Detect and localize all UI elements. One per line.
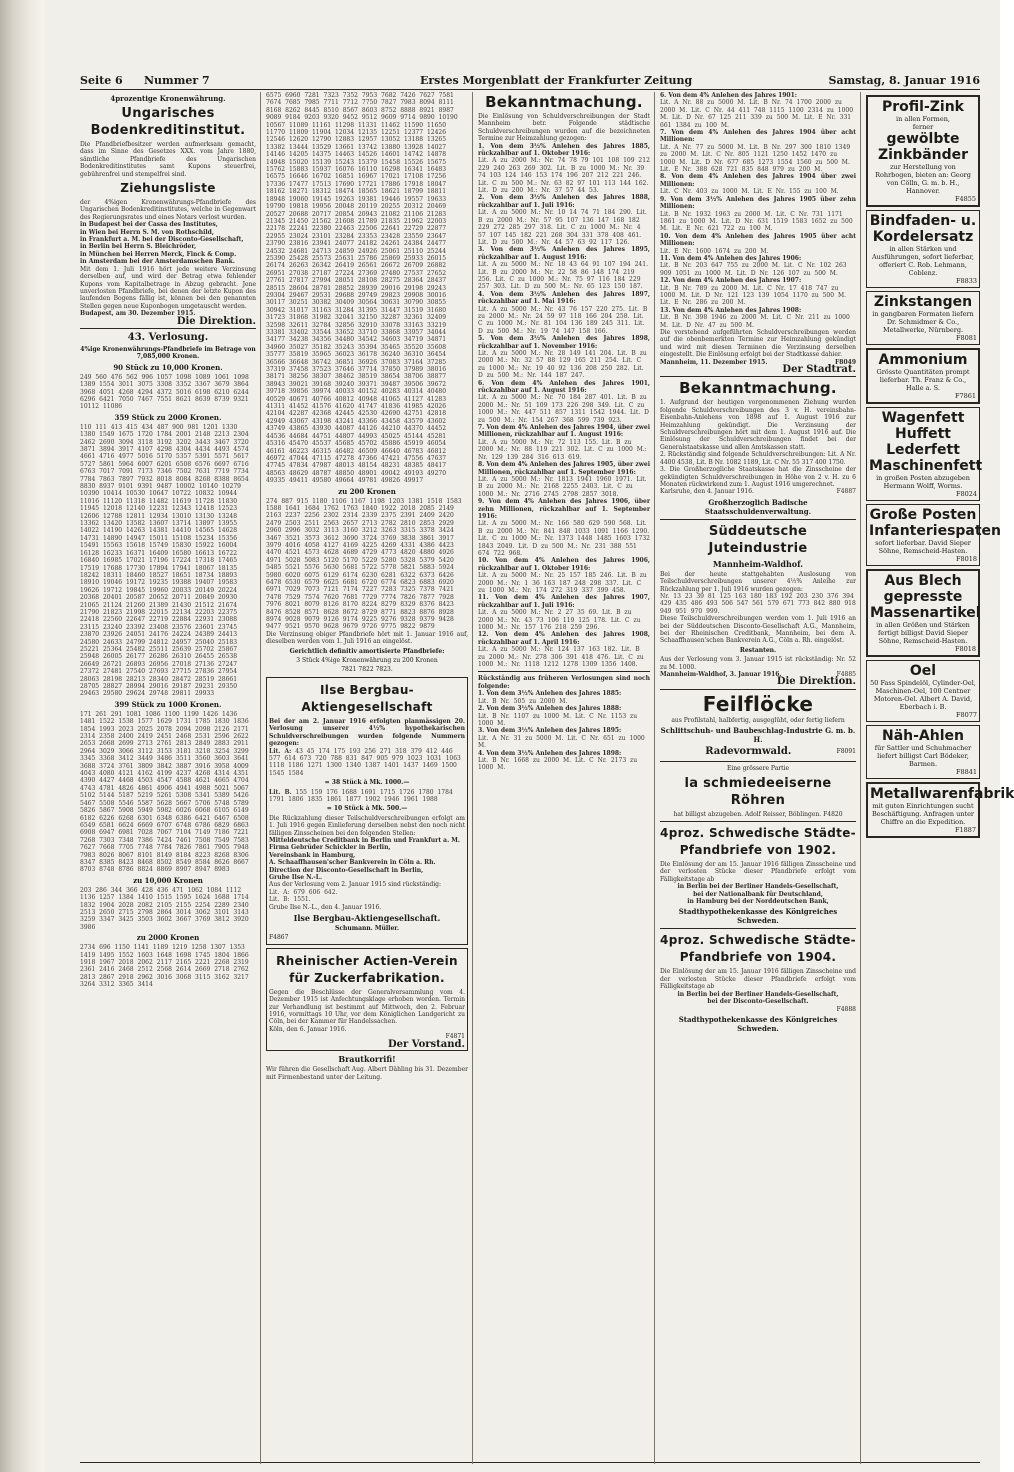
feilstoecke-code: F8091 [836, 748, 856, 756]
ad-body: für Sattler und Schuhmacher liefert billigst Carl Bödeker, Barmen. [874, 744, 972, 768]
ilse-remainder-a: Lit. A: 679 606 642. [269, 888, 338, 896]
dateline: Mannheim, 11. Dezember 1915. [660, 358, 768, 366]
mannheim-title: Bekanntmachung. [485, 93, 643, 111]
bottom-rule [80, 1462, 980, 1463]
jute-title: Süddeutsche Juteindustrie [708, 523, 808, 556]
column-separator [472, 92, 473, 1464]
jute-subtitle: Mannheim-Waldhof. [712, 558, 804, 569]
ad-title: Ammonium [878, 352, 968, 368]
payment-place: in Budapest bei der Cassa des Institutes, [80, 221, 218, 229]
entry-heading: 12. Von dem 4% Anlehen des Jahres 1907: [660, 277, 802, 285]
ad-body: zur Herstellung von Rohrbogen, bieten an: Georg von Cölln, G. m. b. H., Hannover. [875, 163, 971, 195]
section-rule [660, 519, 856, 520]
advertisement [866, 782, 1014, 838]
category-heading: 90 Stück zu 10,000 Kronen. [113, 362, 223, 372]
ilse-bank: A. Schaaffhausen'scher Bankverein in Cöln a. Rh. [269, 859, 436, 867]
jute-remainder-heading: Restanten. [739, 646, 777, 654]
jute-body: Diese Teilschuldverschreibungen werden vom 1. Juli 1916 an bei der Süddeutschen Disconto-Gesellschaft A.G., Mannheim, bei der Rheinischen Creditbank, Mannheim, bei dem A. Schaaffhausen'schen Bankverein A.G., Cöln a. Rh. eingelöst. [660, 615, 856, 645]
ad-title: Wagenfett Huffett Lederfett Maschinenfett [869, 410, 983, 474]
ilse-remainder-b: Lit. B: 1551. [269, 896, 311, 904]
swedish-1902-body: Die Einlösung der am 15. Januar 1916 fälligen Zinsscheine und der verlosten Stücke dieser Pfandbriefe erfolgt vom Fälligkeitstage ab [660, 861, 856, 883]
verlosung-subtitle: 4%ige Kronenwährungs-Pfandbriefe im Betrage von 7,085,000 Kronen. [80, 345, 256, 361]
masthead [80, 74, 980, 88]
ad-body: in allen Größen und Stärken fertigt billigst David Sieper Söhne, Remscheid-Hasten. [876, 621, 970, 645]
ad-code: F8018 [955, 555, 977, 563]
ad-title: Bindfaden- u. Kordelersatz [869, 213, 977, 245]
advertisement [866, 725, 980, 779]
entry-numbers: Lit. A zu 5000 M.: Nr. 10 14 74 71 184 290. Lit. B zu 2000 M.: Nr. 57 95 107 136 147 168 182 229 272 285 297 318. Lit. C zu 1000 M.: Nr. 4 57 107 145 182 221 268 304 331 378 408 461. Lit. D zu 500 M.: Nr. 44 57 63 92 117 126. [478, 209, 647, 246]
ilse-lit-a-numbers: 43 45 174 175 193 256 271 318 379 412 446 577 614 673 720 788 831 847 905 979 1023 1031 1063 1118 1186 1271 1300 1340 1387 1401 1437 1469 1500 1545 1584 [269, 747, 461, 777]
swedish-1902-signature: Stadthypothekenkasse des Königreiches Schweden. [678, 907, 838, 926]
category-heading: 399 Stück zu 1000 Kronen. [114, 699, 222, 709]
rheinischer-date: Köln, den 6. Januar 1916. [269, 1025, 347, 1033]
ilse-body: Bei der am 2. Januar 1916 erfolgten planmässigen 20. Verlosung unserer 4½% hypothekarischen Schuldverschreibungen wurden folgende Nummern gezogen: [269, 717, 465, 748]
remainder-numbers: Lit. B Nr. 1107 zu 1000 M. Lit. C Nr. 1153 zu 1000 M. [478, 712, 638, 727]
baden-body: 2. Rückständig sind folgende Schuldverschreibungen: Lit. A Nr. 4400 4538, Lit. B Nr. 1082 1189, Lit. C Nr. 55 317 400 1750. [660, 451, 856, 466]
jute-numbers: Nr. 13 23 39 81 125 163 180 183 192 203 230 376 394 429 435 486 493 506 547 561 579 671 773 842 880 918 949 951 970 999. [660, 592, 856, 615]
advertisements [866, 95, 1014, 838]
entry-heading: 4. Von dem 3½% Anlehen des Jahres 1897, rückzahlbar auf 1. Mai 1916: [478, 290, 650, 306]
ilse-notice [266, 677, 468, 945]
swedish-1904-code: F4888 [836, 1005, 856, 1013]
number-list: 274 887 915 1180 1106 1167 1198 1203 1381 1518 1583 1588 1641 1684 1762 1763 1840 1922 2018 2085 2149 2163 2237 2256 2302 2314 2339 2375 2391 2409 2420 2479 2503 2511 2563 2657 2713 2782 2810 2853 2929 2960 2996 3032 3113 3160 3212 3263 3315 3378 3424 3467 3521 3573 3612 3690 3724 3769 3838 3861 3917 3979 4016 4058 4127 4169 4225 4269 4331 4386 4423 4470 4521 4573 4628 4689 4729 4773 4820 4880 4926 4971 5028 5083 5120 5170 5229 5280 5328 5379 5420 5485 5521 5576 5630 5681 5722 5778 5821 5883 5924 5980 6020 6075 6129 6174 6230 6281 6322 6373 6426 6478 6530 6579 6625 6681 6720 6774 6823 6883 6920 6971 7029 7073 7121 7174 7227 7283 7325 7378 7421 7478 7529 7574 7620 7681 7729 7774 7826 7877 7928 7976 8021 8079 8126 8170 8224 8279 8329 8376 8423 8476 8528 8571 8628 8672 8729 8771 8823 8876 8928 8974 9028 9079 9126 9174 9225 9276 9328 9379 9428 9477 9521 9570 9628 9679 9726 9775 9822 9879 [266, 497, 462, 631]
ad-code: F8018 [954, 645, 976, 653]
ilse-lit-b-numbers: 155 159 176 1688 1691 1715 1726 1780 1784 1791 1806 1835 1861 1877 1902 1946 1961 1988 [269, 788, 453, 803]
entry-numbers: Lit. B Nr. 203 647 755 zu 2000 M. Lit. C Nr. 102 263 909 1051 zu 1000 M. Lit. D Nr. 126 107 zu 500 M. [660, 262, 847, 277]
signoff: Die Direktion. [176, 315, 256, 327]
swedish-1904-signature: Stadthypothekenkasse des Königreiches Schweden. [678, 1014, 838, 1033]
rheinischer-code: F4871 [445, 1033, 465, 1041]
book-binding [0, 0, 44, 1472]
advertisement [866, 210, 980, 288]
payment-place: in Berlin bei Herrn S. Bleichröder, [80, 243, 197, 251]
dateline: Budapest, am 30. Dezember 1915. [80, 310, 196, 318]
entry-numbers: Lit. A zu 5000 M.: Nr. 124 137 163 182. Lit. B zu 2000 M.: Nr. 278 306 391 418 476. Lit. C zu 1000 M.: Nr. 1118 1212 1278 1309 1356 1408. [478, 646, 644, 669]
article-title: Ungarisches Bodenkreditinstitut. [90, 106, 246, 138]
category-heading: 359 Stück zu 2000 Kronen. [114, 412, 222, 422]
entry-heading: 7. Von dem 4% Anlehen des Jahres 1904, über zwei Millionen, rückzahlbar auf 1. August 1916: [478, 424, 650, 439]
remainder-heading: 2. Von dem 3½% Anlehen des Jahres 1888: [478, 705, 622, 713]
column-2 [266, 92, 468, 1462]
notice-body: Wir führen die Gesellschaft Aug. Albert Dähling bis 31. Dezember mit Firmenbestand unter der Leitung. [266, 1066, 468, 1081]
baden-dateline: Karlsruhe, den 4. Januar 1916. [660, 488, 754, 496]
section-title: Ziehungsliste [120, 181, 216, 196]
column-separator [260, 92, 261, 1464]
category-heading: zu 200 Kronen [338, 486, 396, 496]
entry-numbers: Lit. A zu 5000 M.: Nr. 72 113 155. Lit. B zu 2000 M.: Nr. 88 119 221 302. Lit. C zu 1000 M.: Nr. 129 139 284 316 613 619. [478, 438, 647, 461]
feilstoecke-firm: Schlittschuh- und Baubeschlag-Industrie G. m. b. H. [660, 726, 856, 745]
ad-code: F8024 [955, 490, 977, 498]
category-heading: zu 2000 Kronen [136, 933, 200, 943]
ad-body: Grösste Quantitäten prompt lieferbar. Th. Franz & Co., Halle a. S. [876, 368, 970, 392]
ilse-bank: Firma Gebrüder Schickler in Berlin, [269, 844, 391, 852]
jute-signature: Die Direktion. [776, 676, 856, 688]
baden-signoff: Großherzoglich Badische Staatsschuldenverwaltung. [704, 497, 812, 516]
entry-numbers: Lit. B Nr. 1932 1963 zu 2000 M. Lit. C Nr. 731 1171 1861 zu 1000 M. Lit. D Nr. 631 1519 1583 1652 zu 500 M. Lit. E Nr. 621 722 zu 100 M. [660, 210, 853, 233]
swedish-1902-title: 4proz. Schwedische Städte-Pfandbriefe von 1902. [660, 826, 856, 858]
ad-code: F1887 [954, 826, 976, 834]
ad-subtitle: in allen Formen, [896, 115, 950, 123]
column-1 [80, 92, 256, 1462]
ad-title-2: gewölbte Zinkbänder [877, 131, 969, 163]
advertisement [866, 348, 980, 404]
entry-numbers: Lit. C Nr. 403 zu 1000 M. Lit. E Nr. 155 zu 100 M. [660, 188, 839, 196]
remainder-numbers: Lit. B Nr. 1668 zu 2000 M. Lit. C Nr. 2173 zu 1000 M. [478, 756, 638, 772]
entry-numbers: Lit. A Nr. 77 zu 5000 M. Lit. B Nr. 297 300 1810 1349 zu 2000 M. Lit. C Nr. 805 1121 1250 1452 1470 zu 1000 M. Lit. D Nr. 677 685 1273 1554 1560 zu 500 M. Lit. E Nr. 388 628 721 835 848 979 zu 200 M. [660, 143, 851, 174]
mannheim-remainder-heading: Rückständig aus früheren Verlosungen sind noch folgende: [478, 675, 650, 690]
ad-code: F7861 [954, 392, 976, 400]
entry-heading: 2. Von dem 3½% Anlehen des Jahres 1888, rückzahlbar auf 1. Juli 1916: [478, 194, 650, 209]
mannheim-entries [478, 143, 650, 669]
masthead-rule [80, 89, 980, 90]
remainder-numbers: Lit. B Nr. 505 zu 2000 M. [478, 697, 568, 705]
advertisement [866, 504, 1002, 566]
number-list: 171 261 291 1081 1086 1100 1199 1426 1436 1481 1522 1538 1577 1629 1731 1785 1830 1836 1854 1993 2023 2025 2078 2094 2098 2126 2171 2314 2358 2400 2419 2451 2468 2531 2596 2622 2653 2668 2699 2713 2761 2813 2849 2883 2911 2964 3029 3066 3112 3153 3181 3218 3254 3299 3345 3368 3412 3449 3486 3511 3560 3603 3641 3688 3724 3761 3809 3842 3887 3916 3958 4009 4043 4080 4121 4162 4199 4237 4268 4314 4351 4390 4427 4468 4503 4547 4588 4621 4665 4704 4743 4781 4826 4861 4906 4941 4988 5021 5067 5102 5144 5187 5219 5261 5308 5341 5389 5426 5467 5508 5546 5587 5628 5667 5706 5748 5789 5826 5867 5908 5949 5982 6026 6068 6105 6149 6182 6226 6268 6301 6348 6386 6421 6467 6508 6549 6581 6624 6669 6707 6748 6786 6829 6863 6908 6947 6981 7028 7067 7104 7149 7186 7221 7268 7303 7348 7386 7424 7461 7508 7549 7583 7627 7668 7705 7748 7784 7826 7861 7905 7948 7983 8026 8067 8101 8149 8184 8223 8268 8306 8347 8385 8423 8468 8502 8549 8584 8626 8667 8703 8748 8786 8824 8869 8907 8947 8983 [80, 710, 249, 874]
column-separator [860, 92, 861, 1464]
ilse-signature-names: Schumann. Müller. [335, 925, 399, 933]
number-list: 203 286 344 366 428 436 471 1062 1084 1112 1136 1257 1384 1410 1515 1595 1624 1688 1714 1832 1904 2028 2082 2105 2155 2254 2289 2340 2513 2650 2715 2798 2864 3014 3062 3101 3143 3259 3347 3425 3503 3602 3667 3769 3812 3920 3986 [80, 886, 249, 931]
entry-heading: 9. Von dem 4% Anlehen des Jahres 1906, über zehn Millionen, rückzahlbar auf 1. September 1916: [478, 498, 650, 520]
entry-numbers: Lit. B Nr. 398 1946 zu 2000 M. Lit. C Nr. 211 zu 1000 M. Lit. D Nr. 47 zu 500 M. [660, 314, 850, 329]
ad-body: 50 Fass Spindelöl, Cylinder-Oel, Maschinen-Oel, 100 Centner Motoren-Oel. Albert A. David, Eberbach i. B. [870, 679, 976, 711]
entry-heading: 12. Von dem 4% Anlehen des Jahres 1908, rückzahlbar auf 1. April 1916: [478, 631, 650, 646]
payment-place: in München bei Herren Merck, Finck & Comp. [80, 250, 237, 258]
section-rule [478, 671, 650, 672]
entry-numbers: Lit. A zu 5000 M.: Nr. 1813 1941 1960 1971. Lit. B zu 2000 M.: Nr. 2168 2255 2403. Lit. C zu 1000 M.: Nr. 2716 2745 2798 2857 3018. [478, 475, 647, 498]
number-list: 249 560 476 562 996 1057 1098 1089 1061 1098 1389 1554 3011 3075 3308 3352 3367 3679 3864 3968 4051 4268 4294 4372 5016 6198 6210 6244 6296 6421 7050 7467 7551 8621 8639 8739 9321 10112 11086 [80, 373, 249, 411]
ad-body: in gangbaren Formaten liefern Dr. Schmidmer & Co., Metallwerke, Nürnberg. [872, 310, 974, 334]
ilse-remainder: Aus der Verlosung vom 2. Januar 1915 sind rückständig: [269, 881, 442, 889]
section-rule [80, 328, 256, 329]
advertisement [866, 569, 980, 657]
baden-code: F4887 [836, 488, 856, 496]
rheinischer-body: Gegen die Beschlüsse der Generalversammlung vom 4. Dezember 1915 ist Anfechtungsklage erhoben worden. Termin zur Verhandlung ist bestimmt auf Mittwoch, den 2. Februar 1916, vormittags 10 Uhr, vor dem Königlichen Landgericht zu Cöln, bei der Kammer für Handelssachen. [269, 988, 465, 1026]
rheinischer-signature: Der Vorstand. [387, 1038, 465, 1050]
column-5 [866, 92, 1014, 1462]
ilse-lit-a: Lit. A: [269, 747, 292, 755]
feilstoecke-title: Feilflöcke [702, 691, 814, 716]
column-separator [654, 92, 655, 1464]
ilse-code: F4867 [269, 934, 289, 942]
ilse-lit-a-sum: = 38 Stück à Mk. 1000.— [324, 779, 410, 787]
number-list: 6575 6960 7281 7323 7352 7953 7682 7426 7627 7581 7674 7685 7985 7711 7712 7750 7827 7983 8094 8111 8168 8262 8445 8510 8567 8603 8752 8888 8921 8987 9089 9184 9203 9320 9452 9512 9609 9714 9890 10190 10567 11089 11161 11298 11331 11462 11590 11650 11770 11809 11904 12034 12135 12251 12377 12426 12546 12620 12790 12883 12957 13052 13188 13265 13382 13444 13529 13661 13742 13880 13928 14027 14146 14205 14375 14463 14526 14601 14742 14878 14948 15020 15139 15243 15379 15458 15526 15675 15762 15883 15937 16076 16110 16298 16341 16483 16575 16646 16702 16851 16967 17021 17108 17256 17336 17477 17513 17690 17721 17886 17918 18047 18162 18271 18312 18474 18565 18621 18799 18811 18948 19060 19145 19263 19381 19446 19557 19633 19790 19818 19956 20048 20119 20255 20312 20469 20527 20688 20717 20854 20943 21082 21106 21283 21345 21450 21562 21608 21789 21835 21962 22003 22178 22241 22380 22463 22506 22641 22729 22877 22955 23024 23101 23284 23353 23428 23559 23647 23790 23816 23941 24077 24182 24261 24384 24477 24532 24681 24713 24859 24926 25061 25110 25244 25390 25428 25573 25631 25786 25869 25933 26015 26174 26263 26342 26419 26561 26672 26709 26882 26951 27038 27187 27224 27369 27480 27537 27652 27761 27817 27994 28051 28108 28275 28364 28437 28515 28604 28781 28852 28939 29016 29198 29243 29304 29467 29531 29688 29749 29823 29908 30016 30117 30251 30382 30409 30564 30631 30790 30855 30942 31017 31163 31284 31395 31447 31519 31680 31723 31868 31982 32041 32150 32287 32361 32409 32598 32611 32784 32856 32910 33078 33163 33219 33381 33402 33544 33652 33710 33868 33957 34044 34177 34238 34356 34480 34542 34603 34719 34871 34960 35027 35182 35243 35394 35465 35520 35608 35777 35819 35965 36023 36178 36240 36310 36454 36566 36648 36742 36851 36926 37083 37164 37285 37319 37458 37523 37646 37714 37850 37989 38016 38171 38256 38307 38462 38519 38654 38706 38877 38943 39021 39168 39240 39371 39487 39506 39672 39718 39856 39974 40033 40152 40283 40314 40480 40529 40671 40766 40812 40948 41065 41127 41283 41311 41452 41576 41620 41747 41836 41985 42026 42104 42287 42368 42445 42530 42690 42751 42818 42949 43067 43198 43241 43366 43458 43579 43602 43749 43865 43930 44087 44126 44210 44370 44452 44536 44684 44751 44807 44993 45025 45144 45281 45316 45470 45537 45685 45702 45886 45919 46054 46161 46223 46315 46482 46509 46640 46783 46812 46972 47044 47115 47278 47366 47421 47556 47637 47745 47834 47987 48013 48154 48231 48385 48417 48563 48629 48787 48850 48901 49042 49193 49270 49335 49411 49580 49664 49781 49826 49917 [266, 92, 458, 485]
ad-code: F8841 [955, 768, 977, 776]
entry-heading: 3. Von dem 3½% Anlehen des Jahres 1895, rückzahlbar auf 1. August 1916: [478, 246, 650, 261]
kicker: 4prozentige Kronenwährung. [110, 94, 226, 103]
advertisement [866, 407, 983, 501]
ad-small: ferner [912, 123, 934, 131]
baden-body: 1. Aufgrund der heutigen vorgenommenen Ziehung wurden folgende Schuldverschreibungen des 3 v. H. vereinsbahn-Eisenbahn-Anlehens von 1898 auf 1. August 1916 zur Heimzahlung gekündigt. Die Verzinsung der Schuldverschreibungen hört mit dem 1. August 1916 auf. Die Einlösung der Schuldverschreibungen findet bei der Generalstaatskasse und allen Amtskassen statt. [660, 399, 856, 451]
rheinischer-title: Rheinischer Actien-Verein für Zuckerfabrikation. [276, 953, 458, 985]
ilse-title: Ilse Bergbau-Aktiengesellschaft [301, 682, 433, 714]
ilse-date: Grube Ilse N.-L., den 4. Januar 1916. [269, 903, 382, 911]
advertisement [866, 95, 980, 207]
entry-numbers: Lit. B Nr. 789 zu 2000 M. Lit. C Nr. 17 418 747 zu 1000 M. Lit. D Nr. 121 123 139 1054 1170 zu 500 M. Lit. E Nr. 286 zu 200 M. [660, 284, 847, 307]
verlosung-title: 43. Verlosung. [127, 331, 209, 343]
entry-heading: 5. Von dem 3½% Anlehen des Jahres 1898, rückzahlbar auf 1. November 1916: [478, 335, 650, 350]
feilstoecke-body: aus Profilstahl, halbfertig, ausgeglüht, oder fertig liefern [671, 716, 845, 724]
jute-remainder: Aus der Verlosung vom 3. Januar 1915 ist rückständig: Nr. 52 zu M. 1000. [660, 656, 856, 671]
ad-title: Aus Blech gepresste Massenartikel [870, 573, 981, 621]
notice-text: Die Verzinsung obiger Pfandbriefe hört mit 1. Januar 1916 auf, dieselben werden vom 1. Juli 1916 an eingelöst. [266, 630, 468, 646]
roehren-body: hat billigst abzugeben. Adolf Reisser, Böblingen. [673, 810, 822, 818]
entry-heading: 11. Von dem 4% Anlehen des Jahres 1907, rückzahlbar auf 1. Juli 1916: [478, 594, 650, 609]
ad-title: Näh-Ahlen [881, 728, 964, 744]
swedish-1904-title: 4proz. Schwedische Städte-Pfandbriefe von 1904. [660, 933, 856, 965]
ad-code: F8081 [955, 334, 977, 342]
entry-heading: 8. Von dem 4% Anlehen des Jahres 1904 über zwei Millionen: [660, 173, 856, 188]
swedish-1902-bank: in Hamburg bei der Norddeutschen Bank, [687, 898, 829, 906]
entry-numbers: Lit. A zu 2000 M.: Nr. 74 78 79 101 108 109 212 229 240 263 269 302. Lit. B zu 1000 M.: Nr. 39 74 103 124 146 153 174 196 207 212 221 246. Lit. C zu 500 M.: Nr. 63 82 97 101 113 144 162. Lit. D zu 200 M.: Nr. 37 57 44 53. [478, 157, 650, 195]
ilse-bank: Direction der Disconto-Gesellschaft in Berlin, [269, 866, 424, 874]
entry-heading: 10. Von dem 4% Anlehen des Jahres 1905 über acht Millionen: [660, 232, 856, 248]
category-heading: zu 10,000 Kronen [133, 875, 203, 885]
swedish-1904-bank: in Berlin bei der Berliner Handels-Gesellschaft, [677, 990, 839, 998]
entry-numbers: Lit. A zu 5000 M.: Nr. 70 184 287 401. Lit. B zu 2000 M.: Nr. 51 109 173 226 298 349. Lit. C zu 1000 M.: Nr. 447 511 857 1311 1542 1944. Lit. D zu 500 M.: Nr. 154 267 368 599 739 923. [478, 394, 649, 424]
ilse-bank: Vereinsbank in Hamburg, [269, 851, 356, 859]
payment-place: in Amsterdam bei der Amsterdamschen Bank. [80, 258, 235, 266]
entry-heading: 10. Von dem 4% Anlehen des Jahres 1906, rückzahlbar auf 1. Oktober 1916: [478, 557, 650, 572]
ilse-bank: Mitteldeutsche Creditbank in Berlin und Frankfurt a. M. [269, 836, 460, 844]
entry-numbers: Lit. A zu 5000 M.: Nr. 2 27 35 69. Lit. B zu 2000 M.: Nr. 43 73 106 119 125 178. Lit. C zu 1000 M.: Nr. 157 176 218 259 296. [478, 609, 641, 632]
ilse-lit-b: Lit. B. [269, 788, 292, 796]
code: F8049 [835, 358, 856, 366]
section-rule [660, 376, 856, 377]
ilse-signature: Ilse Bergbau-Aktiengesellschaft. [293, 913, 441, 924]
number-list: 110 111 413 415 434 487 900 981 1201 1330 1380 1549 1675 1720 1784 2001 2148 2213 2304 2462 2690 3094 3118 3192 3202 3443 3467 3720 3871 3894 3917 4107 4298 4304 4434 4493 4574 4661 4716 4977 5016 5170 5357 5391 5571 5617 5727 5861 5964 6007 6201 6508 6576 6697 6716 6763 7017 7091 7173 7346 7502 7631 7719 7734 7784 7863 7897 7932 8018 8084 8268 8388 8654 8830 8937 9101 9391 9487 10002 10140 10279 10390 10414 10530 10647 10722 10832 10944 11016 11120 11318 11482 11619 11728 11830 11945 12018 12140 12231 12343 12418 12523 12606 12788 12811 12934 13010 13130 13248 13362 13420 13582 13607 13714 13897 13955 14022 14190 14263 14381 14410 14565 14628 14731 14890 14947 15011 15108 15234 15356 15491 15563 15618 15749 15830 15922 16004 16128 16233 16371 16409 16580 16613 16722 16840 16985 17021 17196 17224 17318 17465 17519 17688 17730 17894 17941 18067 18135 18242 18311 18460 18527 18651 18734 18893 18910 19046 19172 19235 19388 19407 19583 19626 19712 19845 19960 20033 20149 20224 20368 20401 20587 20652 20711 20849 20930 21065 21124 21260 21389 21430 21512 21674 21790 21823 21998 22015 22134 22203 22375 22418 22560 22647 22719 22884 22931 23088 23115 23240 23392 23408 23576 23601 23745 23870 23926 24051 24176 24224 24389 24413 24580 24633 24799 24812 24957 25040 25183 25221 25364 25482 25511 25639 25702 25867 25948 26005 26177 26286 26310 26455 26538 26649 26721 26893 26956 27018 27136 27247 27372 27481 27540 27693 27715 27836 27954 28063 28198 28213 28340 28472 28519 28661 28705 28827 28994 29016 29187 29231 29350 29463 29580 29624 29748 29811 29933 [80, 423, 249, 698]
roehren-pretext: Eine grössere Partie [726, 765, 790, 773]
rheinischer-notice [266, 948, 468, 1051]
baden-title: Bekanntmachung. [679, 379, 837, 398]
jute-dateline: Mannheim-Waldhof, 3. Januar 1916. [660, 671, 782, 678]
ilse-bank: Grube Ilse N.-L. [269, 874, 323, 881]
entry-numbers: Lit. A zu 5000 M.: Nr. 28 149 141 204. Lit. B zu 2000 M.: Nr. 32 57 88 129 165 211 254. Lit. C zu 1000 M.: Nr. 19 40 92 136 208 250 282. Lit. D zu 500 M.: Nr. 144 187 247. [478, 350, 647, 380]
article-intro: Die Pfandbriefbesitzer werden aufmerksam gemacht, dass im Sinne des Gesetzes XXX. vom Jahre 1880, sämtliche Pfandbriefe des Ungarischen Bodenkreditinstitutes samt Kupons steuerfrei, gebührenfrei und stempelfrei sind. [80, 141, 256, 178]
roehren-title: la schmiedeeiserne Röhren [684, 775, 832, 808]
list-intro: der 4%igen Kronenwährungs-Pfandbriefe des Ungarischen Bodenkreditinstitutes, welche in Gegenwart des Regierungsrates und eines Notars verlost wurden. [80, 199, 256, 221]
entry-numbers: Lit. A zu 5000 M.: Nr. 25 157 185 246. Lit. B zu 2000 M.: Nr. 1 36 163 187 248 298 337. Lit. C zu 1000 M.: Nr. 174 272 319 337 399 458. [478, 572, 647, 594]
advertisement [866, 660, 980, 722]
section-rule [660, 821, 856, 822]
mannheim-intro: Die Einlösung von Schuldverschreibungen der Stadt Mannheim betr. Folgende städtische Schuldverschreibungen wurden auf die bezeichneten Termine zur Heimzahlung gezogen: [478, 113, 650, 143]
remainder-heading: 4. Von dem 3½% Anlehen des Jahres 1898: [478, 749, 622, 757]
ad-body: in großen Posten abzugeben Hermann Wolff, Worms. [876, 474, 970, 490]
ilse-lit-b-sum: = 10 Stück à Mk. 500.— [326, 805, 408, 813]
entry-heading: 6. Von dem 4% Anlehen des Jahres 1901: [660, 92, 797, 99]
payment-place: in Wien bei Herrn S. M. von Rothschild, [80, 228, 214, 236]
entry-heading: 11. Von dem 4% Anlehen des Jahres 1906: [660, 254, 802, 262]
ad-code: F8077 [955, 711, 977, 719]
ad-body: in allen Stärken und Ausführungen, sofort lieferbar, offeriert C. Rob. Lehmann, Coblenz. [871, 245, 974, 277]
notice-text: 7821 7822 7823. [341, 666, 393, 674]
ad-title: Zinkstangen [873, 294, 973, 310]
entry-numbers: Lit. A zu 5000 M.: Nr. 18 43 64 91 107 194 241. Lit. B zu 2000 M.: Nr. 22 58 86 148 174 219 256. Lit. C zu 1000 M.: Nr. 75 97 116 184 229 257 303. Lit. D zu 500 M.: Nr. 65 123 150 187. [478, 261, 648, 291]
ad-body: mit guten Einrichtungen sucht Beschäftigung. Anfragen unter Chiffre an die Expedition. [871, 802, 975, 826]
entry-heading: 13. Von dem 4% Anlehen des Jahres 1908: [660, 306, 802, 314]
column-4 [660, 92, 856, 1462]
issue-date: Samstag, 8. Januar 1916 [828, 74, 980, 87]
jute-body: Bei der heute stattgehabten Auslosung von Teilschuldverschreibungen unserer 4½% Anleihe zur Rückzahlung per 1. Juli 1916 wurden gezogen: [660, 570, 856, 593]
newspaper-page [44, 0, 1014, 1472]
feilstoecke-city: Radevormwald. [705, 746, 792, 758]
ad-body: sofort lieferbar. David Sieper Söhne, Remscheid-Hasten. [875, 539, 971, 555]
issue-number: Nummer 7 [144, 74, 210, 87]
entry-numbers: Lit. A zu 5000 M.: Nr. 166 580 629 590 568. Lit. B zu 2000 M.: Nr. 841 848 1033 1091 1166 1290. Lit. C zu 1000 M.: Nr. 1373 1448 1485 1603 1732 1843 2049. Lit. D zu 500 M.: Nr. 231 388 551 674 722 968. [478, 520, 650, 557]
mannheim-remainder-entries [478, 690, 650, 771]
ad-code: F8833 [955, 277, 977, 285]
ad-title: Metallwarenfabrik [870, 786, 1014, 802]
swedish-1904-body: Die Einlösung der am 15. Januar 1916 fälligen Zinsscheine und der verlosten Stücke dieser Pfandbriefe erfolgt vom Fälligkeitstage ab [660, 968, 856, 991]
section-rule [660, 928, 856, 929]
remainder-entries [660, 92, 856, 329]
ad-title: Große Posten Infanteriespaten [869, 507, 1002, 539]
entry-heading: 8. Von dem 4% Anlehen des Jahres 1905, über zwei Millionen, rückzahlbar auf 1. September 1916: [478, 461, 650, 476]
notice-title: Brautkorrifi! [338, 1054, 396, 1065]
notice-text: 3 Stück 4%ige Kronenwährung zu 200 Kronen [296, 657, 438, 665]
entry-heading: 1. Von dem 3½% Anlehen des Jahres 1885, rückzahlbar auf 1. Oktober 1916: [478, 142, 650, 158]
entry-numbers: Lit. E Nr. 1600 1674 zu 200 M. [660, 247, 769, 255]
payment-place: in Frankfurt a. M. bei der Disconto-Gesellschaft, [80, 236, 244, 244]
remainder-heading: 3. Von dem 3½% Anlehen des Jahres 1895: [478, 727, 622, 735]
section-rule [660, 761, 856, 762]
advertisement [866, 291, 980, 345]
ad-title: Oel [909, 663, 937, 679]
entry-heading: 7. Von dem 4% Anlehen des Jahres 1904 über acht Millionen: [660, 129, 856, 144]
notice-heading: Gerichtlich definitiv amortisierte Pfandbriefe: [289, 647, 445, 655]
remainder-numbers: Lit. A Nr. 31 zu 5000 M. Lit. C Nr. 651 zu 1000 M. [478, 734, 645, 750]
jute-code: F4885 [836, 671, 856, 678]
entry-numbers: Lit. A Nr. 88 zu 5000 M. Lit. B Nr. 74 1700 2000 zu 2000 M. Lit. C Nr. 44 411 748 1115 1100 2314 zu 1000 M. Lit. D Nr. 67 125 211 339 zu 500 M. Lit. E Nr. 331 661 1384 zu 100 M. [660, 99, 854, 129]
article-body: Mit dem 1. Juli 1916 hört jede weitere Verzinsung derselben auf, und wird der Betrag etwa fehlender Kupons vom Kapitalbetrage in Abzug gebracht. Jene unverlosten Pfandbriefe, bei denen der letzte Kupon des laufenden Bogens fällig ist, können bei den genannten Stellen gegen neue Kuponbogen umgetauscht werden. [80, 265, 256, 310]
ad-code: F4855 [954, 195, 976, 203]
baden-body: 3. Die Großherzogliche Staatskasse hat die Zinsscheine der gekündigten Schuldverschreibungen in Höhe von 2 v. H. zu 6 Monaten rückwirkend zum 1. August 1916 umgerechnet. [660, 466, 856, 488]
entry-heading: 6. Von dem 4% Anlehen des Jahres 1901, rückzahlbar auf 1. August 1916: [478, 379, 650, 395]
section-rule [660, 689, 856, 690]
swedish-1902-bank: bei der Nationalbank für Deutschland, [693, 890, 823, 898]
swedish-1904-bank: bei der Disconto-Gesellschaft. [707, 998, 809, 1006]
remainder-heading: 1. Von dem 3½% Anlehen des Jahres 1885: [478, 690, 622, 698]
entry-numbers: Lit. A zu 5000 M.: Nr. 43 76 157 220 275. Lit. B zu 2000 M.: Nr. 24 59 97 118 166 204 258. Lit. C zu 1000 M.: Nr. 81 104 136 189 245 311. Lit. D zu 500 M.: Nr. 19 74 147 158 166. [478, 305, 648, 335]
entry-heading: 9. Von dem 3½% Anlehen des Jahres 1905 über zehn Millionen: [660, 195, 856, 211]
signoff: Der Stadtrat. [782, 364, 856, 376]
roehren-code: F4820 [823, 810, 843, 818]
column-3 [478, 92, 650, 1462]
closing-text: Die vorstehend aufgeführten Schuldverschreibungen werden auf die obenbemerkten Termine zur Heimzahlung gekündigt und wird mit diesen Terminen die Verzinsung derselben eingestellt. Die Einlösung erfolgt bei der Stadtkasse dahier. [660, 329, 856, 359]
page-number: Seite 6 [80, 74, 123, 87]
ilse-body: Die Rückzahlung dieser Teilschuldverschreibungen erfolgt am 1. Juli 1916 gegen Einlieferung derselben nebst den noch nicht fälligen Zinsscheinen bei den folgenden Stellen: [269, 814, 465, 837]
number-list: 2734 696 1150 1141 1189 1219 1258 1307 1353 1419 1495 1552 1603 1648 1698 1745 1804 1866 1918 1967 2018 2062 2117 2165 2221 2268 2319 2361 2416 2468 2512 2568 2614 2669 2718 2762 2813 2867 2918 2962 3016 3068 3115 3162 3217 3264 3312 3365 3414 [80, 944, 249, 989]
ad-title: Profil-Zink [882, 99, 964, 115]
swedish-1902-bank: in Berlin bei der Berliner Handels-Gesellschaft, [677, 883, 839, 891]
paper-title: Erstes Morgenblatt der Frankfurter Zeitung [420, 74, 693, 87]
